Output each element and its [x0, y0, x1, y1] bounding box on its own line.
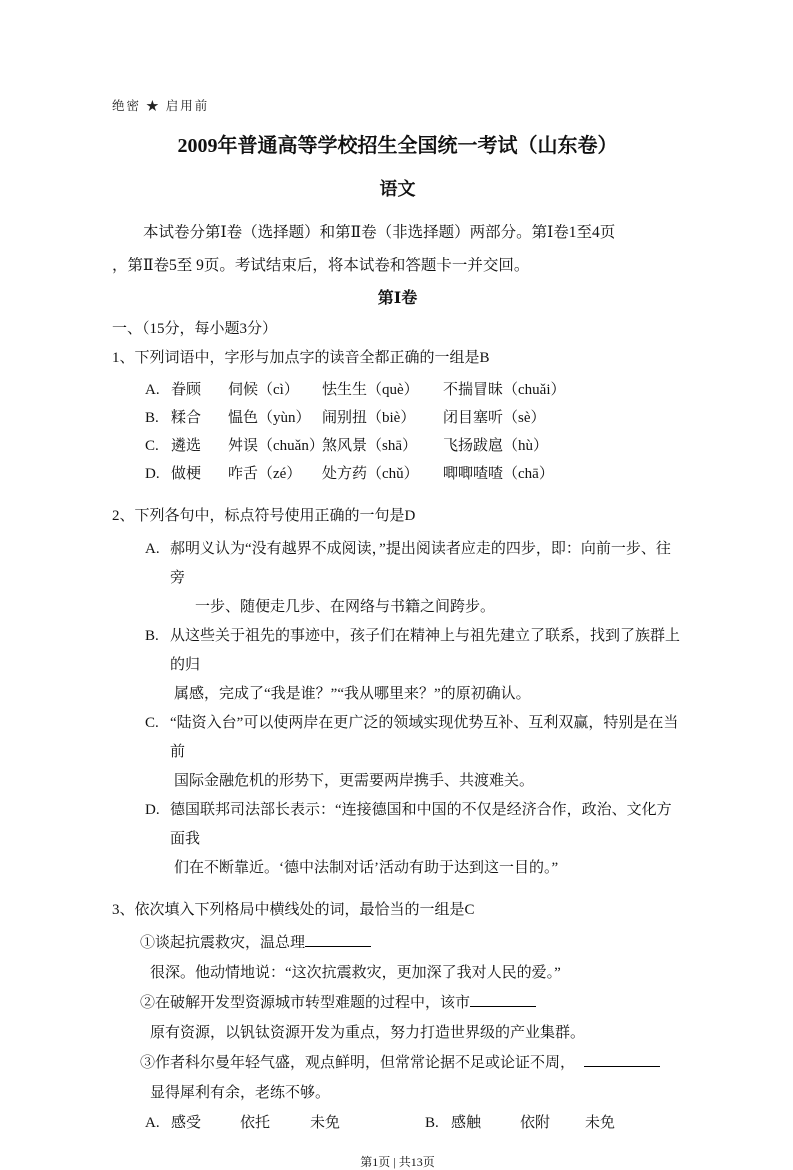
option-a-word-1: 感受 [171, 1115, 202, 1131]
option-line-1: “陆资入台”可以使两岸在更广泛的领域实现优势互补、互利双赢，特别是在当前 [170, 715, 679, 760]
option-word-2: 舛误（chuǎn） [228, 438, 324, 454]
exam-title: 2009年普通高等学校招生全国统一考试（山东卷） [177, 135, 618, 157]
question-3-item-2-cont: 原有资源，以钒钛资源开发为重点，努力打造世界级的产业集群。 [150, 1025, 586, 1041]
option-word-3: 煞风景（shā） [322, 438, 417, 454]
question-1-option-b [112, 404, 683, 432]
option-b-word-2: 依附 [520, 1115, 551, 1131]
option-label: D. [145, 802, 160, 818]
option-line-2: 国际金融危机的形势下，更需要两岸携手、共渡难关。 [174, 773, 535, 789]
question-3-item-2 [112, 988, 683, 1018]
option-word-1: 遴选 [171, 438, 202, 454]
option-word-1: 眷顾 [171, 382, 202, 398]
option-text [170, 709, 683, 796]
item-3-text: ③作者科尔曼年轻气盛，观点鲜明，但常常论据不足或论证不周， [140, 1055, 576, 1071]
option-line-1: 德国联邦司法部长表示：“连接德国和中国的不仅是经济合作，政治、文化方面我 [170, 802, 672, 847]
option-b-word-1: 感触 [451, 1115, 482, 1131]
question-2-stem: 2、下列各句中，标点符号使用正确的一句是D [112, 508, 416, 524]
blank-underline [305, 933, 371, 947]
option-word-1: 做梗 [171, 466, 202, 482]
section-one-heading: 一、（15分，每小题3分） [112, 321, 278, 337]
option-word-4: 不揣冒昧（chuǎi） [443, 382, 566, 398]
option-a-label: A. [145, 1115, 160, 1131]
question-2-option-d [112, 796, 683, 883]
subject-title: 语文 [379, 179, 416, 199]
option-word-4: 飞扬跋扈（hù） [443, 438, 549, 454]
option-a-word-3: 未免 [310, 1115, 341, 1131]
option-b-label: B. [425, 1115, 439, 1131]
option-line-2: 一步、随便走几步、在网络与书籍之间跨步。 [195, 599, 496, 615]
blank-underline [470, 993, 536, 1007]
question-3-stem: 3、依次填入下列格局中横线处的词，最恰当的一组是C [112, 902, 475, 918]
option-b-word-3: 未免 [585, 1115, 616, 1131]
option-line-2: 属感，完成了“我是谁？”“我从哪里来？”的原初确认。 [174, 686, 531, 702]
option-label: A. [145, 382, 160, 398]
intro-line-1: 本试卷分第Ⅰ卷（选择题）和第Ⅱ卷（非选择题）两部分。第Ⅰ卷1至4页 [143, 224, 616, 241]
question-2-option-c [112, 709, 683, 796]
option-word-2: 伺候（cì） [228, 382, 299, 398]
intro-paragraph [112, 216, 683, 282]
option-word-1: 糅合 [171, 410, 202, 426]
question-3-item-1-cont: 很深。他动情地说：“这次抗震救灾，更加深了我对人民的爱。” [150, 965, 561, 981]
question-2-option-b [112, 622, 683, 709]
option-text [170, 535, 683, 622]
question-1-stem: 1、下列词语中，字形与加点字的读音全都正确的一组是B [112, 350, 490, 366]
option-label: C. [145, 438, 159, 454]
option-label: B. [145, 410, 159, 426]
option-a-word-2: 依托 [240, 1115, 271, 1131]
option-label: B. [145, 628, 159, 644]
question-3-body [112, 928, 683, 1108]
question-1-option-d [112, 460, 683, 488]
option-word-2: 咋舌（zé） [228, 466, 302, 482]
item-1-text: ①谈起抗震救灾，温总理 [140, 935, 306, 951]
option-word-4: 闭目塞听（sè） [443, 410, 546, 426]
option-text [170, 796, 683, 883]
option-line-2: 们在不断靠近。‘德中法制对话’活动有助于达到这一目的。” [174, 860, 559, 876]
intro-line-2: ，第Ⅱ卷5至 9页。考试结束后，将本试卷和答题卡一并交回。 [112, 257, 530, 274]
option-word-3: 闹别扭（biè） [322, 410, 416, 426]
option-label: D. [145, 466, 160, 482]
question-3-answer-options [112, 1108, 683, 1138]
question-1-option-c [112, 432, 683, 460]
option-word-3: 怯生生（què） [322, 382, 419, 398]
option-line-1: 从这些关于祖先的事迹中，孩子们在精神上与祖先建立了联系，找到了族群上的归 [170, 628, 681, 673]
secrecy-notice: 绝密 ★ 启用前 [112, 99, 210, 113]
option-word-2: 愠色（yùn） [228, 410, 311, 426]
question-3-item-3-cont: 显得犀利有余，老练不够。 [150, 1085, 331, 1101]
question-2-options [112, 535, 683, 883]
question-1-option-a [112, 376, 683, 404]
item-2-text: ②在破解开发型资源城市转型难题的过程中，该市 [140, 995, 471, 1011]
option-line-1: 郝明义认为“没有越界不成阅读，”提出阅读者应走的四步，即：向前一步、往旁 [170, 541, 671, 586]
option-label: A. [145, 541, 160, 557]
option-text [170, 622, 683, 709]
question-2-option-a [112, 535, 683, 622]
blank-underline [584, 1053, 660, 1067]
option-word-4: 唧唧喳喳（chā） [443, 466, 554, 482]
page-footer: 第1页 | 共13页 [360, 1155, 435, 1169]
option-word-3: 处方药（chǔ） [322, 466, 419, 482]
part-one-heading: 第Ⅰ卷 [377, 290, 418, 307]
question-1-options [112, 376, 683, 488]
option-label: C. [145, 715, 159, 731]
question-3-item-1 [112, 928, 683, 958]
question-3-item-3 [112, 1048, 683, 1078]
